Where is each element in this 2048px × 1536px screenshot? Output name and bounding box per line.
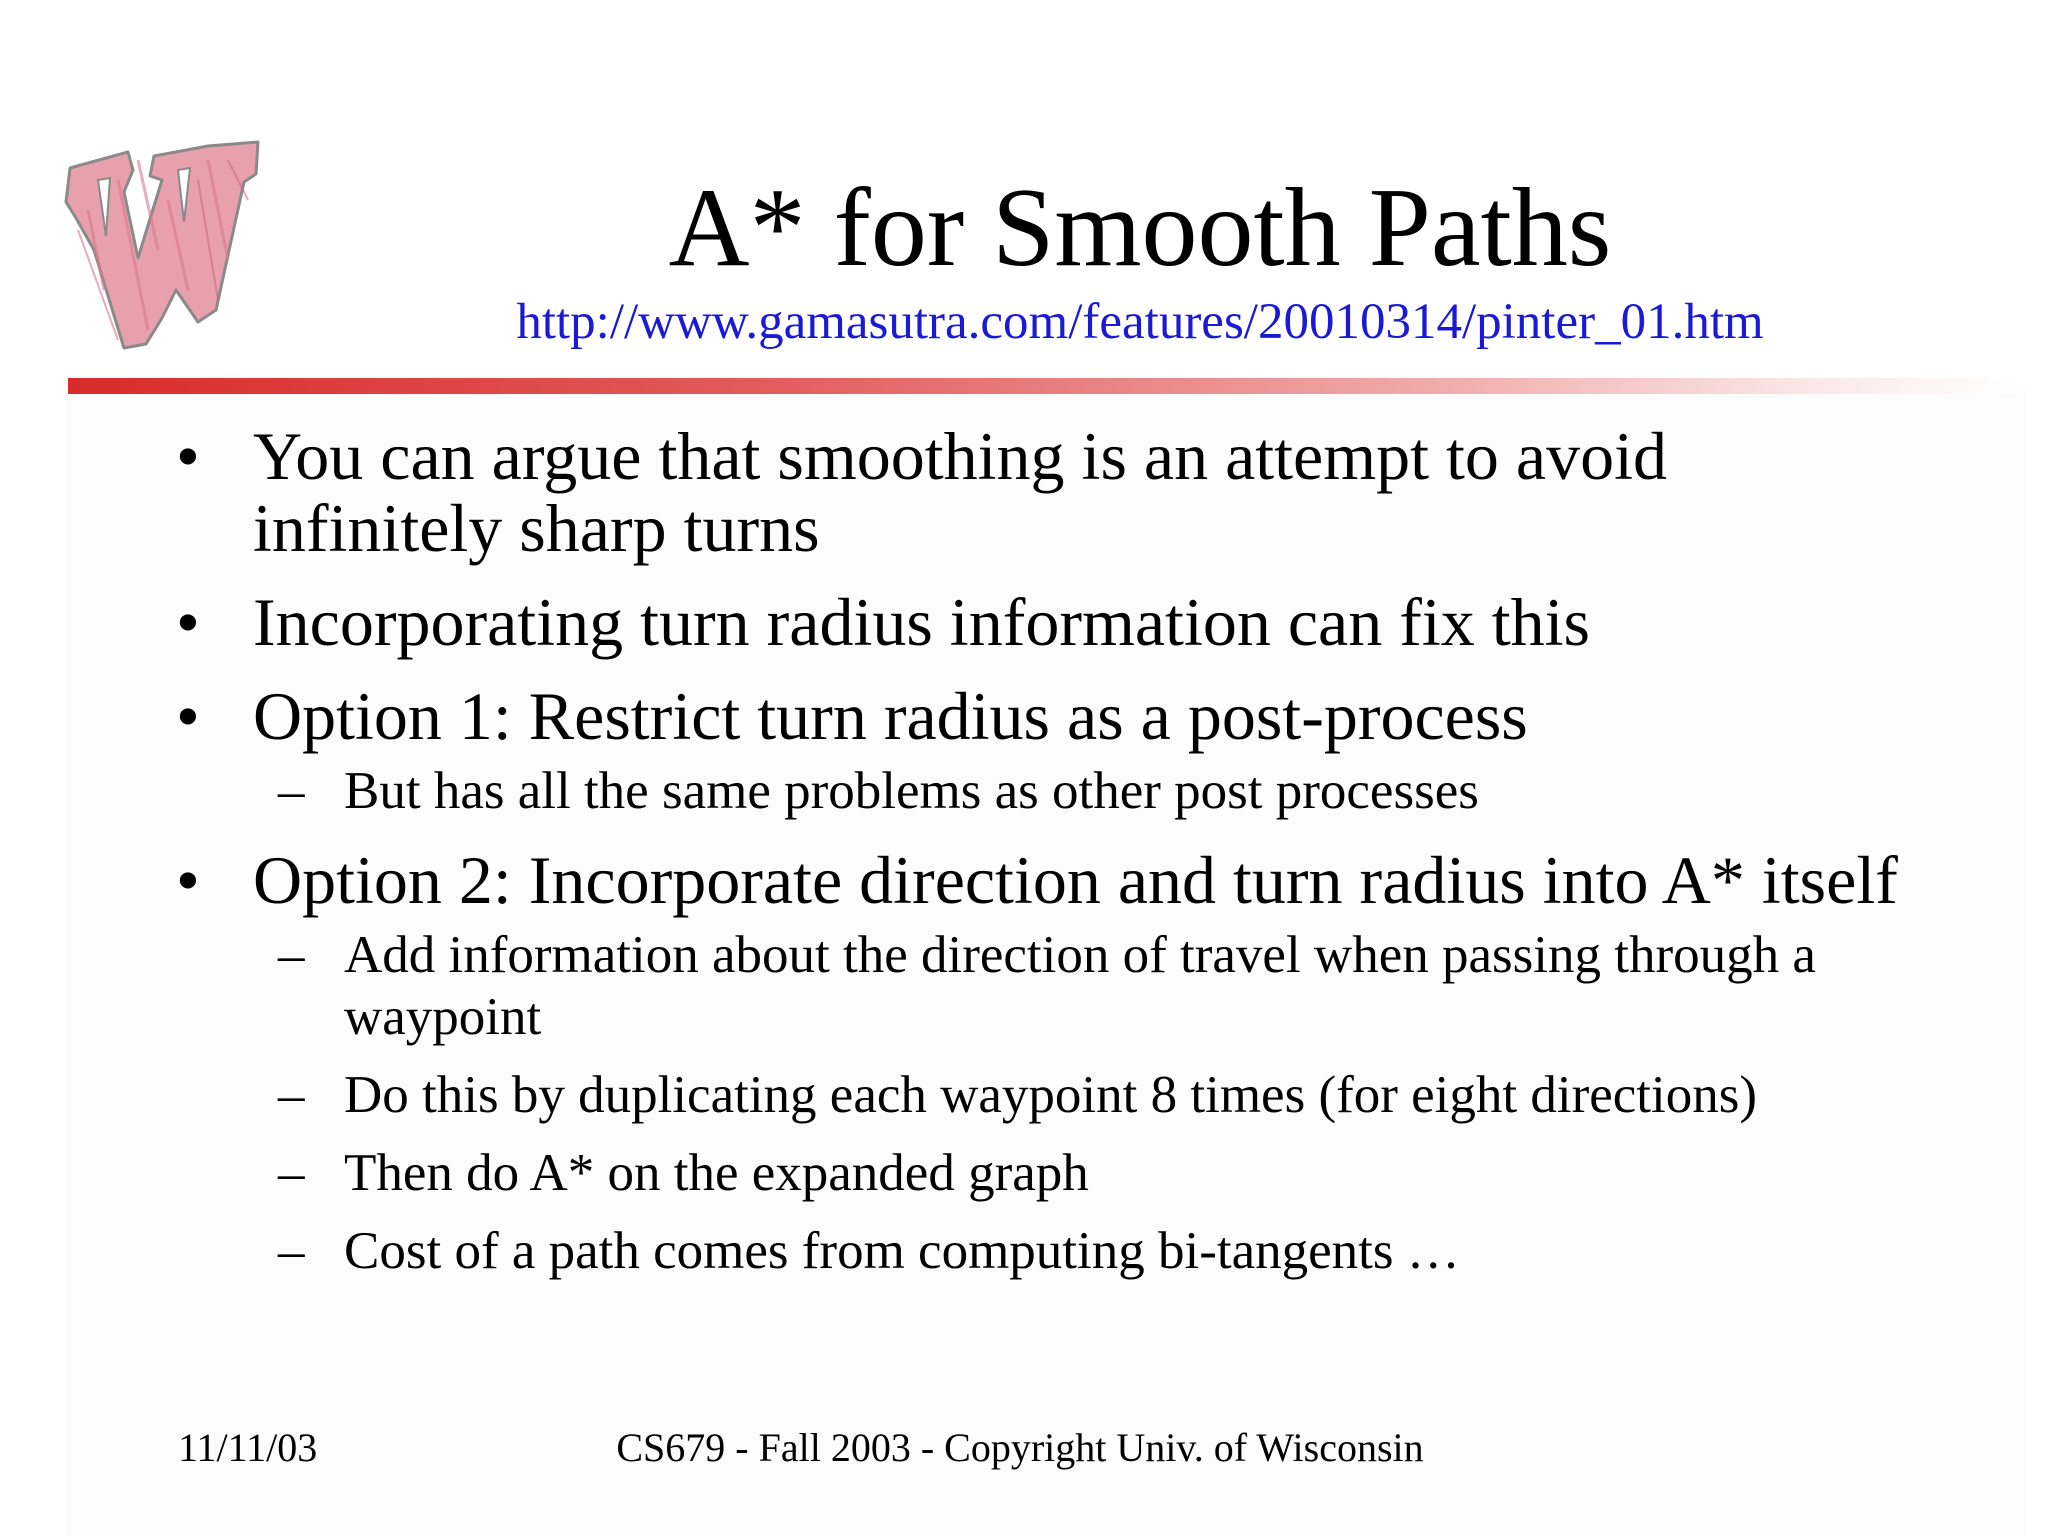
bullet-text: Incorporating turn radius information can fix this (253, 584, 1590, 660)
dash-marker: – (278, 926, 305, 984)
dash-marker: – (278, 762, 305, 820)
bullet-list (0, 420, 2048, 1282)
source-link[interactable]: http://www.gamasutra.com/features/20010314/pinter_01.htm (516, 294, 1764, 350)
bullet-item (0, 586, 1933, 658)
bullet-text: Option 2: Incorporate direction and turn radius into A* itself (253, 842, 1898, 918)
dash-marker: – (278, 1222, 305, 1280)
sub-bullet-item (0, 1142, 1944, 1204)
sub-bullet-item (0, 924, 1944, 1048)
bullet-text: Option 1: Restrict turn radius as a post-process (253, 678, 1528, 754)
dash-marker: – (278, 1144, 305, 1202)
footer-copyright: CS679 - Fall 2003 - Copyright Univ. of Wisconsin (616, 1425, 1424, 1470)
wisconsin-w-logo-icon (58, 140, 268, 350)
bullet-text: Cost of a path comes from computing bi-tangents … (344, 1222, 1460, 1280)
bullet-text: Add information about the direction of travel when passing through a waypoint (344, 926, 1816, 1046)
bullet-marker: • (176, 418, 200, 494)
bullet-marker: • (176, 584, 200, 660)
bullet-marker: • (176, 678, 200, 754)
title-divider (68, 378, 2018, 394)
sub-bullet-item (0, 1220, 1944, 1282)
bullet-text: Do this by duplicating each waypoint 8 times (for eight directions) (344, 1066, 1758, 1124)
bullet-text: Then do A* on the expanded graph (344, 1144, 1089, 1202)
bullet-item (0, 680, 1933, 752)
sub-bullet-item (0, 760, 1944, 822)
sub-bullet-item (0, 1064, 1944, 1126)
bullet-text: You can argue that smoothing is an attempt to avoid infinitely sharp turns (253, 418, 1667, 566)
footer-date: 11/11/03 (178, 1425, 318, 1470)
bullet-item (0, 420, 1933, 564)
slide-title: A* for Smooth Paths (668, 166, 1612, 290)
bullet-marker: • (176, 842, 200, 918)
bullet-text: But has all the same problems as other post processes (344, 762, 1479, 820)
dash-marker: – (278, 1066, 305, 1124)
bullet-item (0, 844, 1933, 916)
